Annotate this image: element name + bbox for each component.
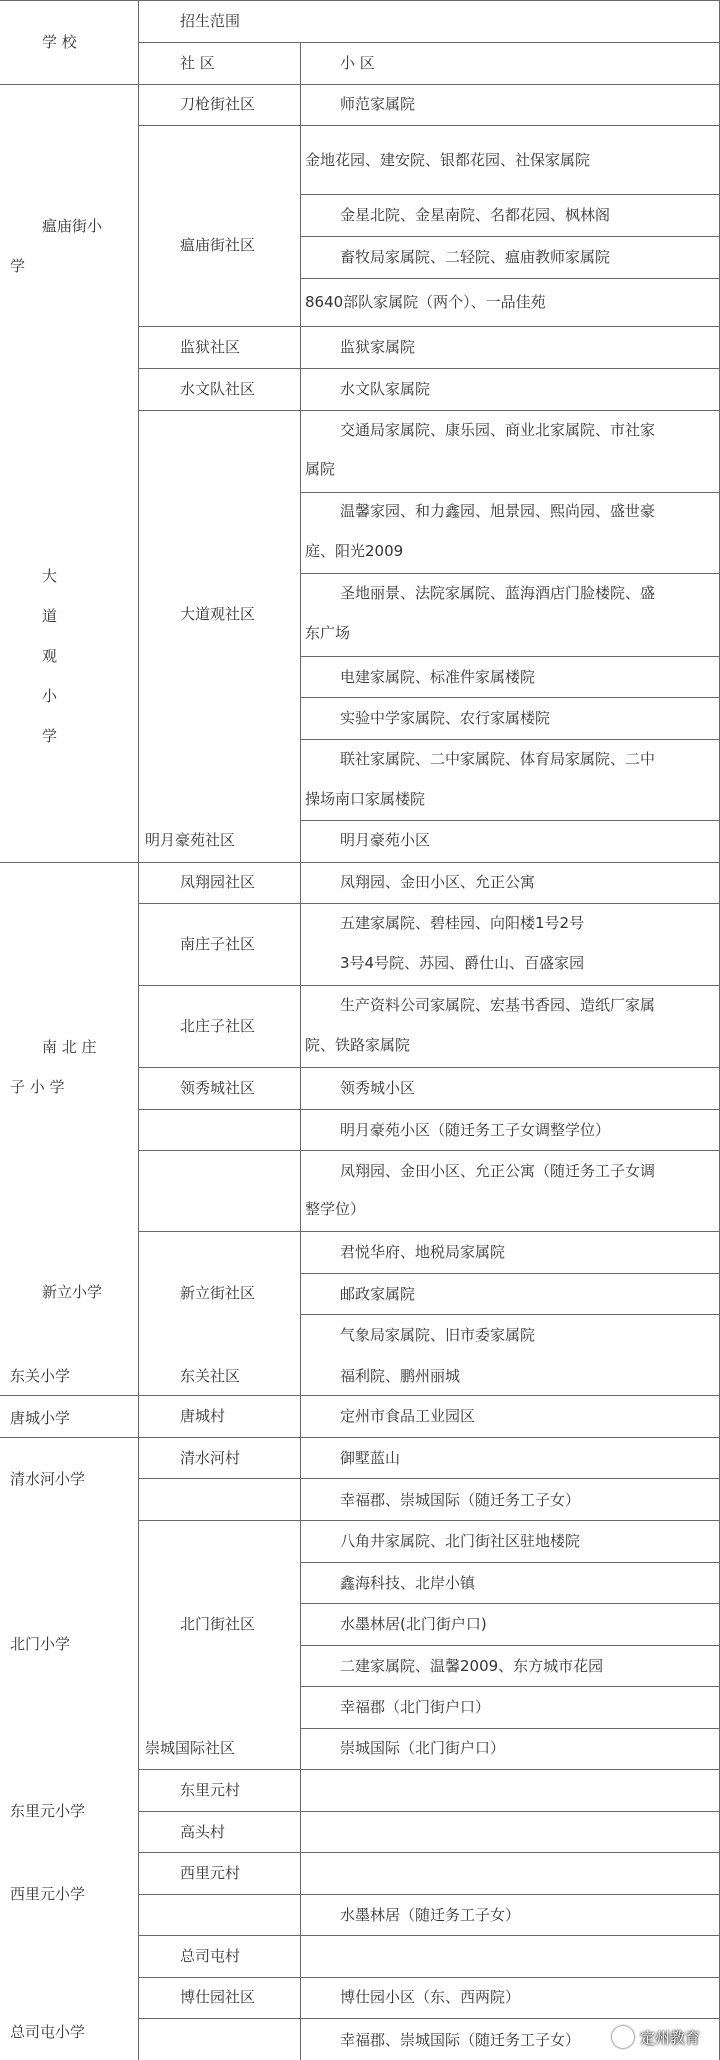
row-divider <box>0 862 720 863</box>
estate-cell: 电建家属院、标准件家属楼院 <box>340 668 536 686</box>
community-beizhuangzi: 北庄子社区 <box>180 1017 256 1035</box>
row-divider <box>300 194 720 195</box>
estate-cell: 金地花园、建安院、银都花园、社保家属院 <box>305 151 591 169</box>
estate-cell: 交通局家属院、康乐园、商业北家属院、市社家 <box>340 421 656 439</box>
row-divider <box>138 903 720 904</box>
estate-cell: 监狱家属院 <box>340 338 416 356</box>
row-divider <box>300 1603 720 1604</box>
row-divider <box>138 1231 720 1232</box>
estate-cell: 3号4号院、苏园、爵仕山、百盛家园 <box>340 954 585 972</box>
row-divider <box>138 1478 720 1479</box>
estate-cell: 博仕园小区（东、西两院） <box>340 1988 521 2006</box>
estate-cell: 生产资料公司家属院、宏基书香园、造纸厂家属 <box>340 996 656 1014</box>
row-divider <box>300 1562 720 1563</box>
community-tangcheng: 唐城村 <box>180 1407 226 1425</box>
community-zongsitun: 总司屯村 <box>180 1947 241 1965</box>
community-wenmiao: 瘟庙街社区 <box>180 236 256 254</box>
estate-cell: 二建家属院、温馨2009、东方城市花园 <box>340 1657 604 1675</box>
estate-cell: 幸福郡、崇城国际（随迁务工子女） <box>340 2031 581 2049</box>
school-xinli: 新立小学 <box>42 1283 103 1301</box>
wechat-logo-icon <box>612 2026 634 2048</box>
community-dongguan: 东关社区 <box>180 1367 241 1385</box>
estate-cell: 庭、阳光2009 <box>305 542 404 560</box>
row-divider <box>300 739 720 740</box>
school-tangcheng: 唐城小学 <box>10 1409 71 1427</box>
row-divider <box>0 1437 720 1438</box>
community-dongliyuan: 东里元村 <box>180 1781 241 1799</box>
estate-cell: 联社家属院、二中家属院、体育局家属院、二中 <box>340 750 656 768</box>
row-divider <box>0 84 720 85</box>
school-wenmiao: 学 <box>10 257 26 275</box>
estate-cell: 院、铁路家属院 <box>305 1036 411 1054</box>
community-chongcheng: 崇城国际社区 <box>145 1739 236 1757</box>
table-border-top <box>0 0 720 1</box>
estate-cell: 温馨家园、和力鑫园、旭景园、熙尚园、盛世豪 <box>340 502 656 520</box>
row-divider <box>300 820 720 821</box>
header-school: 学 校 <box>42 33 77 51</box>
community-qingshuihe: 清水河村 <box>180 1449 241 1467</box>
estate-cell: 凤翔园、金田小区、允正公寓（随迁务工子女调 <box>340 1162 656 1180</box>
school-nanbeizhuangzi: 南 北 庄 <box>42 1038 97 1056</box>
row-divider <box>138 368 720 369</box>
school-dadao: 道 <box>42 607 58 625</box>
estate-cell: 五建家属院、碧桂园、向阳楼1号2号 <box>340 914 585 932</box>
row-divider <box>138 1520 720 1521</box>
school-xiliyuan: 西里元小学 <box>10 1885 86 1903</box>
estate-cell: 幸福郡、崇城国际（随迁务工子女） <box>340 1491 581 1509</box>
row-divider <box>138 1977 720 1978</box>
row-divider <box>138 1067 720 1068</box>
estate-cell: 明月豪苑小区（随迁务工子女调整学位） <box>340 1121 611 1139</box>
estate-cell: 领秀城小区 <box>340 1079 416 1097</box>
community-fengxiang: 凤翔园社区 <box>180 873 256 891</box>
row-divider <box>300 1273 720 1274</box>
community-shuiwendui: 水文队社区 <box>180 380 256 398</box>
row-divider <box>300 236 720 237</box>
row-divider <box>300 697 720 698</box>
estate-cell: 圣地丽景、法院家属院、蓝海酒店门脸楼院、盛 <box>340 584 656 602</box>
column-divider <box>300 42 301 2060</box>
school-zongsitun: 总司屯小学 <box>10 2023 86 2041</box>
estate-cell: 气象局家属院、旧市委家属院 <box>340 1326 536 1344</box>
row-divider <box>300 1686 720 1687</box>
estate-cell: 幸福郡（北门街户口） <box>340 1698 491 1716</box>
estate-cell: 明月豪苑小区 <box>340 831 431 849</box>
community-lingxiu: 领秀城社区 <box>180 1079 256 1097</box>
estate-cell: 畜牧局家属院、二轻院、瘟庙教师家属院 <box>340 248 611 266</box>
estate-cell: 八角井家属院、北门街社区驻地楼院 <box>340 1532 581 1550</box>
row-divider <box>300 573 720 574</box>
row-divider <box>138 1109 720 1110</box>
header-enrollment-range: 招生范围 <box>180 12 241 30</box>
community-jianyu: 监狱社区 <box>180 338 241 356</box>
school-dadao: 小 <box>42 687 58 705</box>
row-divider <box>138 1852 720 1853</box>
school-dongliyuan: 东里元小学 <box>10 1802 86 1820</box>
community-nanzhuangzi: 南庄子社区 <box>180 935 256 953</box>
estate-cell: 东广场 <box>305 624 351 642</box>
community-boshiyuan: 博仕园社区 <box>180 1988 256 2006</box>
school-qingshuihe: 清水河小学 <box>10 1470 86 1488</box>
column-divider <box>138 0 139 2060</box>
estate-cell: 师范家属院 <box>340 95 416 113</box>
estate-cell: 水墨林居(北门街户口) <box>340 1615 487 1633</box>
community-xinlijie: 新立街社区 <box>180 1284 256 1302</box>
community-dadaoguan: 大道观社区 <box>180 605 256 623</box>
row-divider <box>138 985 720 986</box>
estate-cell: 凤翔园、金田小区、允正公寓 <box>340 873 536 891</box>
row-divider <box>138 1769 720 1770</box>
header-estate: 小 区 <box>340 54 375 72</box>
community-daoqiang: 刀枪街社区 <box>180 95 256 113</box>
estate-cell: 实验中学家属院、农行家属楼院 <box>340 709 551 727</box>
row-divider <box>138 1935 720 1936</box>
row-divider <box>0 1395 720 1396</box>
school-dadao: 观 <box>42 647 58 665</box>
estate-cell: 整学位） <box>305 1200 366 1218</box>
row-divider <box>138 125 720 126</box>
row-divider <box>300 1314 720 1315</box>
row-divider <box>300 492 720 493</box>
row-divider <box>138 1894 720 1895</box>
estate-cell: 操场南口家属楼院 <box>305 790 426 808</box>
community-xiliyuan: 西里元村 <box>180 1864 241 1882</box>
estate-cell: 金星北院、金星南院、名都花园、枫林阁 <box>340 206 611 224</box>
row-divider <box>300 1645 720 1646</box>
school-dongguan: 东关小学 <box>10 1367 71 1385</box>
estate-cell: 崇城国际（北门街户口） <box>340 1739 506 1757</box>
row-divider <box>300 656 720 657</box>
estate-cell: 御墅蓝山 <box>340 1449 401 1467</box>
community-beimenjie: 北门街社区 <box>180 1615 256 1633</box>
watermark <box>612 2026 700 2048</box>
row-divider <box>138 410 720 411</box>
row-divider <box>138 1811 720 1812</box>
community-mingyue: 明月豪苑社区 <box>145 831 236 849</box>
watermark-text: 定州教育 <box>639 2028 700 2047</box>
header-community: 社 区 <box>180 54 215 72</box>
row-divider <box>138 2018 720 2019</box>
estate-cell: 邮政家属院 <box>340 1285 416 1303</box>
row-divider <box>138 326 720 327</box>
school-wenmiao: 瘟庙街小 <box>42 217 103 235</box>
estate-cell: 8640部队家属院（两个）、一品佳苑 <box>305 293 546 311</box>
community-gaotou: 高头村 <box>180 1823 226 1841</box>
estate-cell: 属院 <box>305 460 336 478</box>
estate-cell: 鑫海科技、北岸小镇 <box>340 1574 476 1592</box>
estate-cell: 君悦华府、地税局家属院 <box>340 1243 506 1261</box>
row-divider <box>300 278 720 279</box>
row-divider <box>300 1728 720 1729</box>
school-nanbeizhuangzi: 子 小 学 <box>10 1078 65 1096</box>
school-beimen: 北门小学 <box>10 1635 71 1653</box>
school-dadao: 学 <box>42 727 58 745</box>
school-dadao: 大 <box>42 567 58 585</box>
row-divider <box>138 1150 720 1151</box>
estate-cell: 定州市食品工业园区 <box>340 1407 476 1425</box>
row-divider <box>138 42 720 43</box>
estate-cell: 水墨林居（随迁务工子女） <box>340 1906 521 1924</box>
estate-cell: 福利院、鹏州丽城 <box>340 1367 461 1385</box>
estate-cell: 水文队家属院 <box>340 380 431 398</box>
